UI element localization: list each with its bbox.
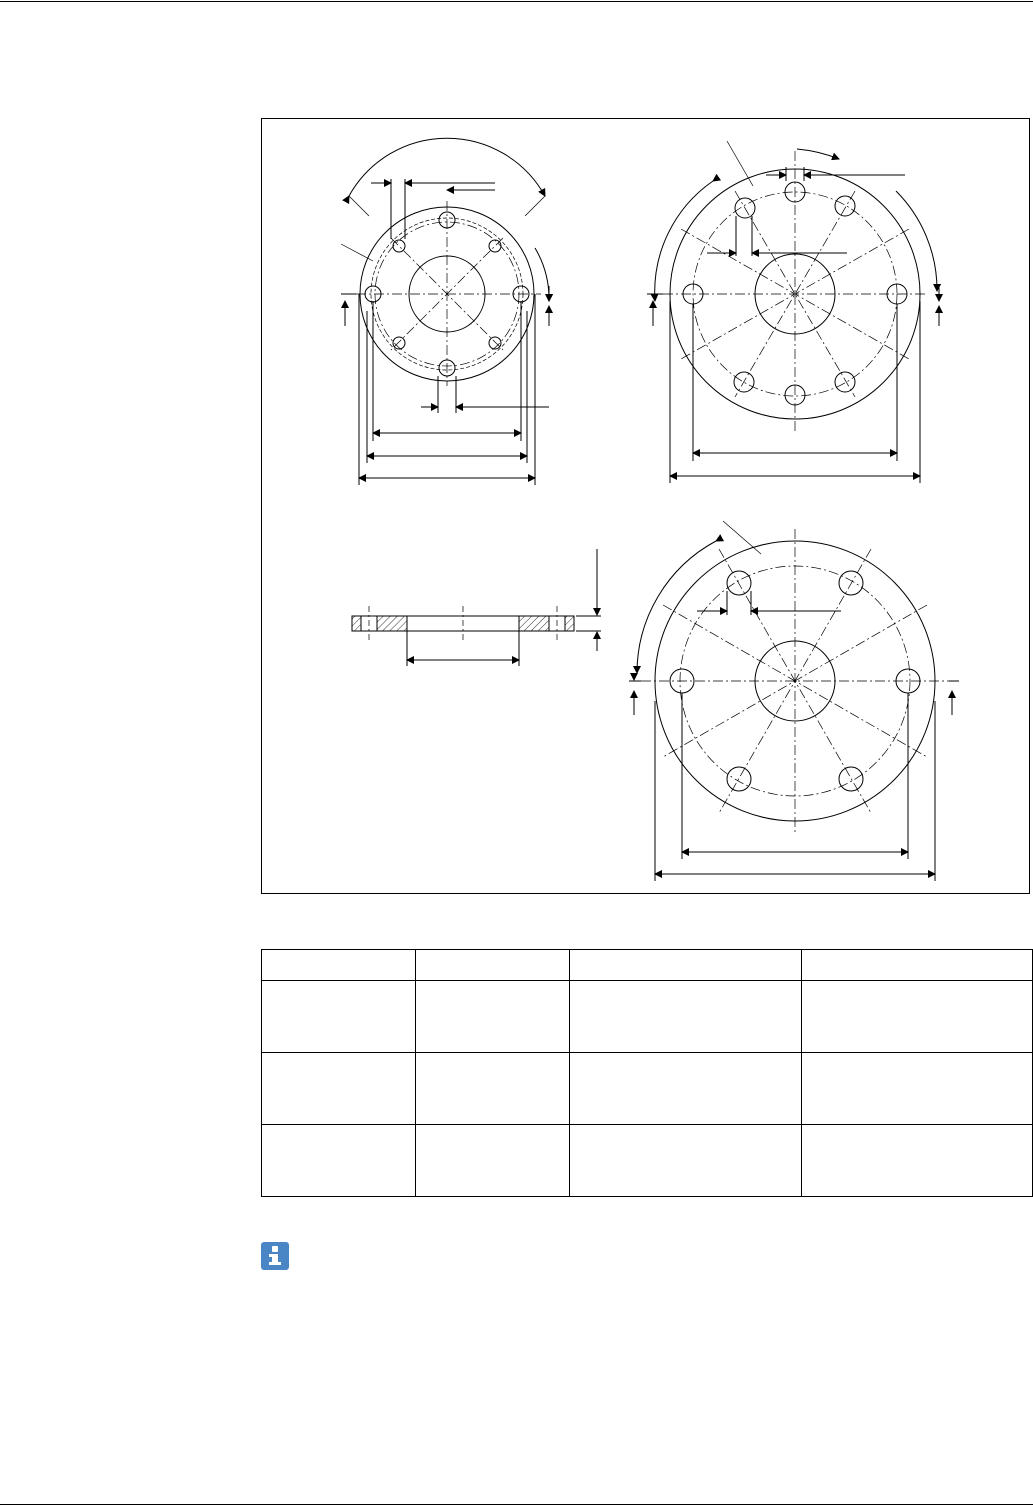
flange-drawing-figure: [261, 118, 1030, 894]
flange-bottom-right: [629, 521, 959, 881]
table-cell: [570, 1125, 802, 1197]
table-cell: [570, 1053, 802, 1125]
table-cell: [802, 981, 1033, 1053]
table-header-cell: [262, 950, 416, 981]
table-row: [262, 1053, 1033, 1125]
table-row: [262, 981, 1033, 1053]
flange-drawing: [262, 119, 1031, 895]
table-cell: [262, 1053, 416, 1125]
table-header-cell: [570, 950, 802, 981]
table-cell: [416, 1125, 570, 1197]
table-cell: [416, 981, 570, 1053]
table-cell: [416, 1053, 570, 1125]
flange-top-left: [341, 138, 549, 485]
table-cell: [262, 1125, 416, 1197]
table-row: [262, 1125, 1033, 1197]
flange-section-view: [352, 549, 601, 666]
table-cell: [262, 981, 416, 1053]
header-rule: [0, 1, 1033, 2]
info-icon: [261, 1242, 289, 1270]
flange-top-right: [647, 141, 939, 483]
table-header-row: [262, 950, 1033, 981]
table-cell: [570, 981, 802, 1053]
table-header-cell: [416, 950, 570, 981]
table-cell: [802, 1053, 1033, 1125]
footer-rule: [0, 1504, 1033, 1505]
table-cell: [802, 1125, 1033, 1197]
table-header-cell: [802, 950, 1033, 981]
dimensions-table: [261, 949, 1033, 1197]
